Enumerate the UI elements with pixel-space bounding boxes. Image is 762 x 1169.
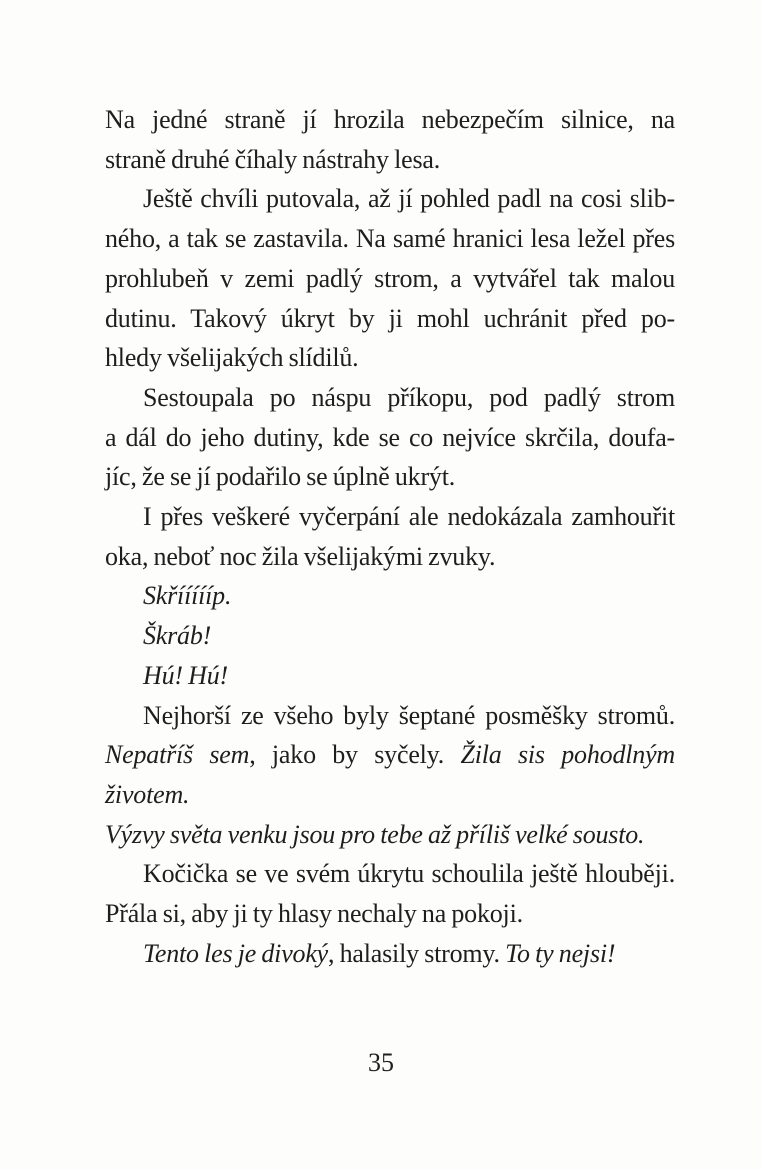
text-line xyxy=(105,656,675,696)
text-block xyxy=(105,100,675,973)
paragraph xyxy=(105,378,675,497)
italic-text-run: Žila sis pohodlným životem. xyxy=(105,740,675,809)
paragraph xyxy=(105,100,675,179)
text-line xyxy=(105,537,675,577)
text-run: Kočička se ve svém úkrytu schoulila ještě hlouběji. xyxy=(143,859,675,889)
text-line xyxy=(105,259,675,299)
text-line xyxy=(105,735,675,814)
text-run: Přála si, aby ji ty hlasy nechaly na pokoji. xyxy=(105,899,523,929)
text-line xyxy=(105,338,675,378)
paragraph xyxy=(105,696,675,855)
page-number: 35 xyxy=(368,1048,394,1077)
italic-text-run: Nepatříš sem xyxy=(105,740,250,770)
text-run: I přes veškeré vyčerpání ale nedokázala zamhouřit xyxy=(143,502,675,532)
text-line xyxy=(105,299,675,339)
text-line xyxy=(105,100,675,140)
text-run: Nejhorší ze všeho byly šeptané posměšky stromů. xyxy=(143,700,675,730)
text-run: straně druhé číhaly nástrahy lesa. xyxy=(105,144,441,174)
italic-text-run: Výzvy světa venku jsou pro tebe až příliš velké sousto. xyxy=(105,819,645,849)
paragraph xyxy=(105,576,675,616)
text-line xyxy=(105,894,675,934)
text-line xyxy=(105,457,675,497)
text-run: a dál do jeho dutiny, kde se co nejvíce skrčila, doufa- xyxy=(105,422,675,452)
paragraph xyxy=(105,934,675,974)
text-run: Ještě chvíli putovala, až jí pohled padl na cosi slib- xyxy=(143,184,675,214)
text-run: , halasily stromy. xyxy=(328,938,506,968)
text-line xyxy=(105,140,675,180)
text-line xyxy=(105,934,675,974)
text-line xyxy=(105,815,675,855)
text-run: Na jedné straně jí hrozila nebezpečím silnice, na xyxy=(105,105,675,134)
text-line xyxy=(105,854,675,894)
text-line xyxy=(105,576,675,616)
text-line xyxy=(105,616,675,656)
paragraph xyxy=(105,616,675,656)
text-run: Sestoupala po náspu příkopu, pod padlý strom xyxy=(143,382,675,412)
text-run: ného, a tak se zastavila. Na samé hranici lesa ležel přes xyxy=(105,224,675,254)
text-run: jíc, že se jí podařilo se úplně ukrýt. xyxy=(105,462,456,492)
text-line xyxy=(105,219,675,259)
text-run: dutinu. Takový úkryt by ji mohl uchránit před po- xyxy=(105,303,675,333)
text-run: prohlubeň v zemi padlý strom, a vytvářel tak malou xyxy=(105,263,675,293)
italic-text-run: Hú! Hú! xyxy=(143,660,228,690)
italic-text-run: Tento les je divoký xyxy=(143,938,329,968)
paragraph xyxy=(105,656,675,696)
italic-text-run: Skříííííp. xyxy=(143,581,232,611)
italic-text-run: Škráb! xyxy=(143,621,212,651)
text-line xyxy=(105,378,675,418)
text-line xyxy=(105,497,675,537)
text-run: oka, neboť noc žila všelijakými zvuky. xyxy=(105,541,496,571)
paragraph xyxy=(105,854,675,933)
paragraph xyxy=(105,179,675,378)
text-line xyxy=(105,696,675,736)
paragraph xyxy=(105,497,675,576)
italic-text-run: To ty nejsi! xyxy=(505,938,616,968)
text-run: , jako by syčely. xyxy=(249,740,461,770)
text-line xyxy=(105,418,675,458)
text-run: hledy všelijakých slídilů. xyxy=(105,343,359,373)
text-line xyxy=(105,179,675,219)
